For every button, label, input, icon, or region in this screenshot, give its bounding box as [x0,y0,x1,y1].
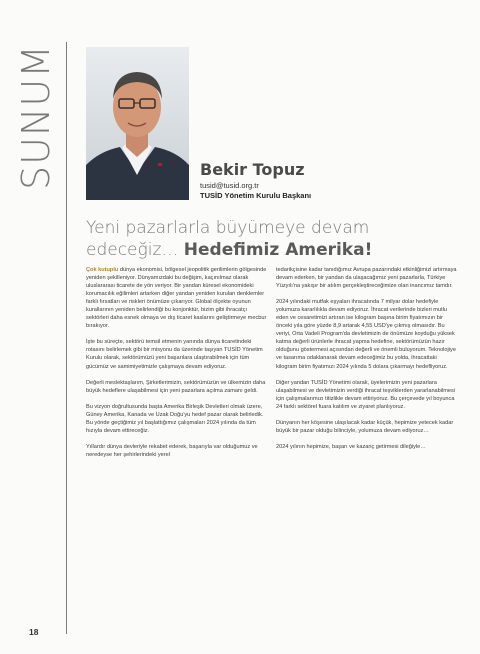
paragraph: Diğer yandan TUSİD Yönetimi olarak, üyelerimizin yeni pazarlara ulaşabilmesi ve devletimizin verdiği ihracat teşviklerden yararlanabilmesi için çalışmalarımızı titizlikle devam ettiriyoruz. Bu çerçevede yıl boyunca 24 farklı sektörel fuara katılım ve ziyaret planlıyoruz. [276,379,456,410]
vertical-divider [66,42,67,634]
author-email: tusid@tusid.org.tr [200,181,259,190]
paragraph: tedarikçisine kadar tanıdığımız Avrupa pazarındaki etkinliğimizi artırmaya devam ederken, bir yandan da ulaşacağımız yeni pazarlarla, Türkiye Yüzyılı'na yakışır bir atılım gerçekleştireceğimize olan inancımız tamdır. [276,267,457,290]
paragraph: Yıllardır dünya devleriyle rekabet ederek, başarıyla var olduğumuz ve neredeyse her şehirlerindeki yerel [86,443,258,458]
headline-emphasis: Hedefimiz Amerika! [183,240,373,260]
section-label: SUNUM [14,44,58,190]
highlight-text: Çok kutuplu [86,267,119,273]
right-column [276,266,458,459]
paragraph: 2024 yılındaki mutfak eşyaları ihracatında 7 milyar dolar hedefiyle yolumuza kararlılıkla devam ediyoruz. İhracat verilerinde bizleri mutlu eden ve cesaretimizi artıran ise kilogram başına birim fiyatımızın bir önceki yıla göre yüzde 8,9 artarak 4,55 USD'ye çıkmış olmasıdır. Bu veriyi, Orta Vadeli Program'da devletimizin de önümüze koyduğu yüksek katma değerli ürünlerle ihracat yapma hedefine, sektörümüzün hazır olduğunu göstermesi açısından değerli ve önemli buluyorum. Teknolojiye ve tasarıma odaklanarak devam edeceğimiz bu yolda, ihracattaki kilogram birim fiyatımızı 2024 yılında 5 dolara çıkarmayı hedefliyoruz. [276,299,456,370]
paragraph: Dünyanın her köşesine ulaşılacak kadar küçük, hepimize yetecek kadar büyük bir pazar olduğu bilinciyle, yolumuza devam ediyoruz… [276,419,454,434]
author-name: Bekir Topuz [200,160,305,179]
author-role: TUSİD Yönetim Kurulu Başkanı [200,191,312,200]
paragraph: 2024 yılının hepimize, başarı ve kazanç getirmesi dileğiyle… [276,443,426,450]
paragraph-text: dünya ekonomisi, bölgesel jeopolitik gerilimlerin gölgesinde yeniden şekilleniyor. Dünyamızdaki bu değişim, kaçınılmaz olarak uluslararası ticarete de yön veriyor. Bir yandan küresel ekonomideki korumacılık eğilimleri artarken diğer yandan yeniden kurulan denklemler farklı fırsatları ve riskleri önümüze çıkarıyor. Global ölçekte oyunun kurallarının yeniden belirlendiği bu konjonktür, bizim gibi ihracatçı sektörleri daha esnek olmaya ve dış ticaret kaslarını geliştirmeye mecbur bırakıyor. [86,267,267,330]
left-column [86,266,268,467]
paragraph: Değerli meslektaşlarım, Şirketlerimizin, sektörümüzün ve ülkemizin daha büyük hedeflere ulaşabilmesi için yeni pazarlara açılma zamanı geldi. [86,379,266,394]
paragraph [86,266,268,330]
portrait-illustration [86,47,189,200]
paragraph: İşte bu süreçte, sektörü temsil etmenin yanında dünya ticaretindeki rotasını belirlemek gibi bir misyonu da üzerinde taşıyan TUSİD Yönetim Kurulu olarak, sektörümüzü yeni başarılara ulaştırabilmek için tüm gücümüz ve samimiyetimizle çalışmaya devam ediyoruz. [86,339,263,370]
headline [86,217,466,261]
headline-normal: Yeni pazarlarla büyümeye devam edeceğiz… [86,218,370,260]
paragraph: Bu vizyon doğrultusunda başta Amerika Birleşik Devletleri olmak üzere, Güney Amerika, Kanada ve Uzak Doğu'yu hedef pazar olarak belirledik. Bu yönde geçtiğimiz yıl başlattığımız çalışmaları 2024 yılında da tüm hızıyla devam ettireceğiz. [86,403,264,434]
author-portrait [86,47,189,200]
page-number: 18 [29,627,39,637]
